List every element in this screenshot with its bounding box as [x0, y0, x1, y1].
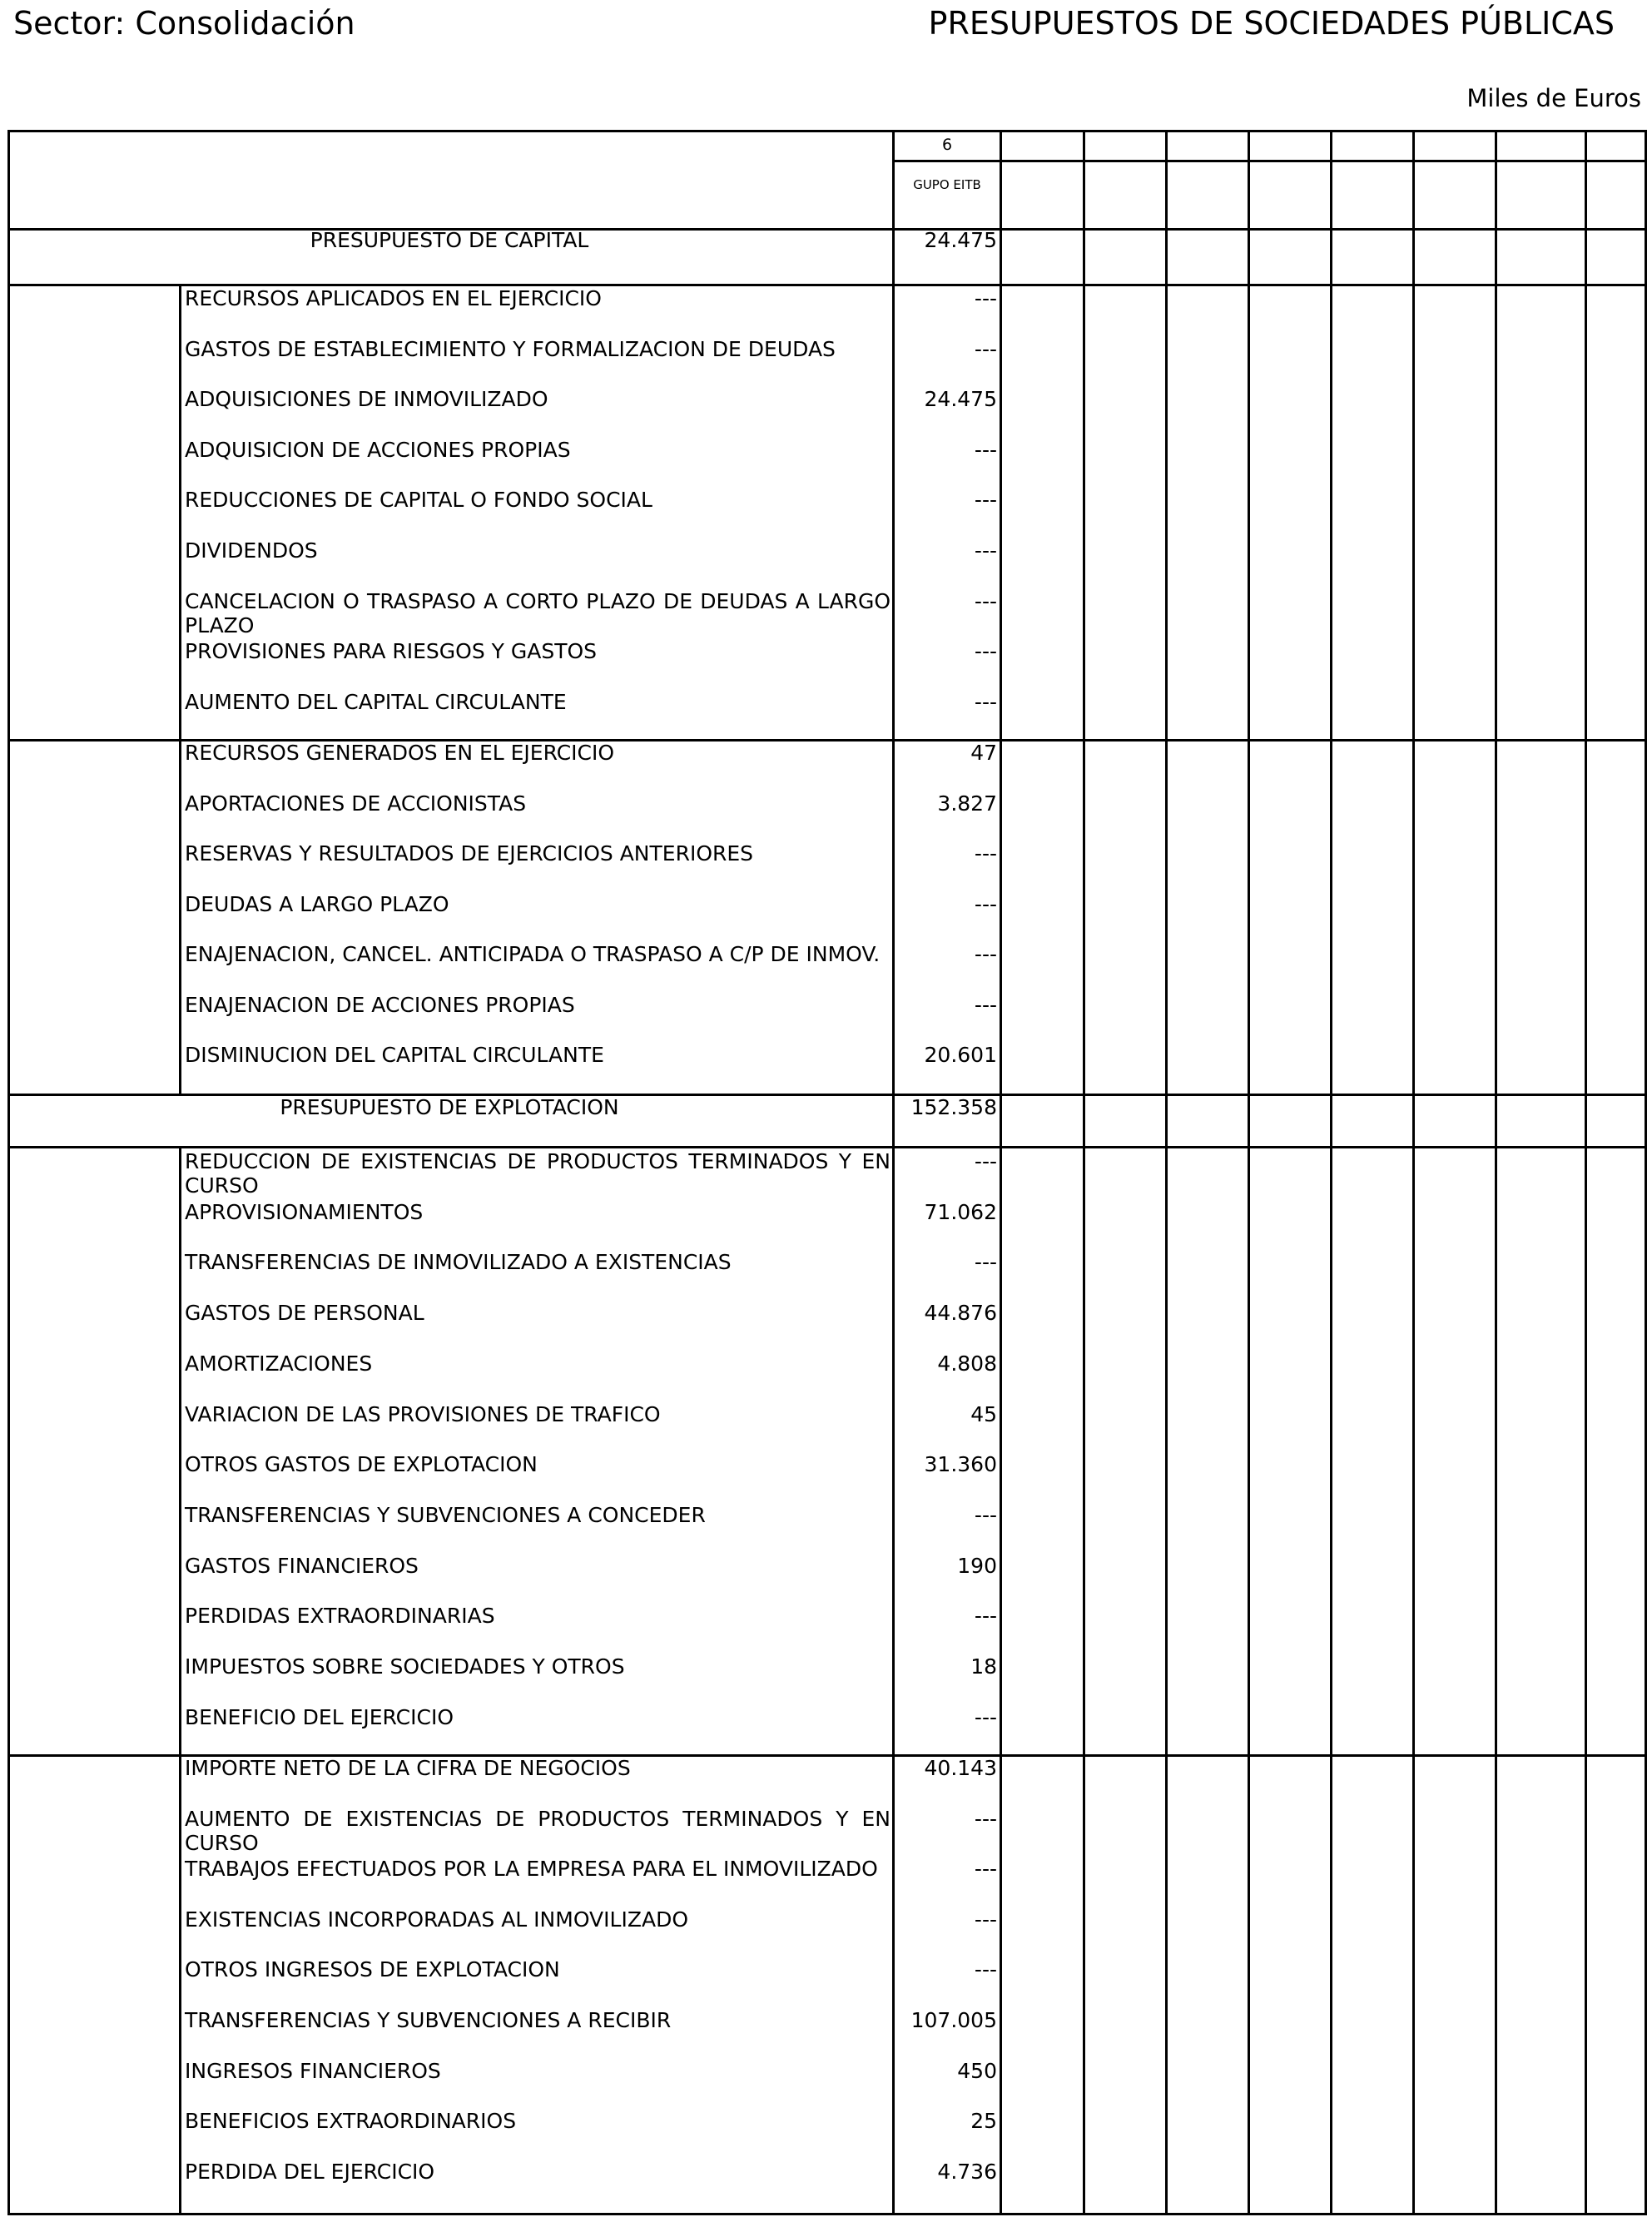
explotacion-title: PRESUPUESTO DE EXPLOTACION: [280, 1095, 619, 1119]
column-divider: [1495, 130, 1497, 2215]
row-value: 20.601: [924, 1043, 997, 1067]
row-value: 71.062: [924, 1200, 997, 1224]
row-label: BENEFICIO DEL EJERCICIO: [185, 1705, 454, 1729]
column-name: GUPO EITB: [913, 177, 981, 192]
row-label: GASTOS DE ESTABLECIMIENTO Y FORMALIZACION DE DEUDAS: [185, 337, 836, 361]
row-label: RESERVAS Y RESULTADOS DE EJERCICIOS ANTERIORES: [185, 841, 754, 865]
row-value: ---: [974, 1807, 997, 1831]
row-value: 18: [970, 1654, 997, 1679]
row-label: REDUCCION DE EXISTENCIAS DE PRODUCTOS TERMINADOS Y EN CURSO: [185, 1149, 890, 1198]
row-label: AMORTIZACIONES: [185, 1352, 373, 1376]
row-value: ---: [974, 1604, 997, 1628]
row-label: APORTACIONES DE ACCIONISTAS: [185, 791, 527, 816]
row-label: PERDIDA DEL EJERCICIO: [185, 2160, 435, 2184]
row-label: ADQUISICION DE ACCIONES PROPIAS: [185, 438, 571, 462]
units-label: Miles de Euros: [1466, 84, 1641, 112]
row-label: TRANSFERENCIAS Y SUBVENCIONES A RECIBIR: [185, 2008, 672, 2032]
row-label: AUMENTO DE EXISTENCIAS DE PRODUCTOS TERMINADOS Y EN CURSO: [185, 1807, 890, 1855]
row-value: ---: [974, 690, 997, 714]
row-label: DEUDAS A LARGO PLAZO: [185, 892, 449, 916]
row-value: ---: [974, 488, 997, 512]
row-value: ---: [974, 337, 997, 361]
row-label: IMPUESTOS SOBRE SOCIEDADES Y OTROS: [185, 1654, 625, 1679]
row-label: DISMINUCION DEL CAPITAL CIRCULANTE: [185, 1043, 604, 1067]
row-value: ---: [974, 993, 997, 1017]
table-bottom-border: [7, 2213, 1647, 2215]
row-value: 4.808: [937, 1352, 997, 1376]
row-label: CANCELACION O TRASPASO A CORTO PLAZO DE DEUDAS A LARGO PLAZO: [185, 589, 890, 637]
column-number: 6: [941, 136, 953, 154]
row-label: VARIACION DE LAS PROVISIONES DE TRAFICO: [185, 1402, 661, 1426]
column-divider: [892, 130, 895, 2215]
row-label: TRANSFERENCIAS DE INMOVILIZADO A EXISTENCIAS: [185, 1250, 732, 1274]
row-value: ---: [974, 639, 997, 663]
row-label: DIVIDENDOS: [185, 538, 318, 563]
table-right-border: [1645, 130, 1647, 2215]
row-label: INGRESOS FINANCIEROS: [185, 2059, 441, 2083]
row-label: PERDIDAS EXTRAORDINARIAS: [185, 1604, 495, 1628]
row-value: ---: [974, 841, 997, 865]
row-label: EXISTENCIAS INCORPORADAS AL INMOVILIZADO: [185, 1907, 688, 1932]
row-value: ---: [974, 589, 997, 613]
header-subline: [892, 160, 1647, 162]
row-value: 107.005: [910, 2008, 997, 2032]
row-value: ---: [974, 1250, 997, 1274]
column-divider: [1000, 130, 1002, 2215]
row-label: TRANSFERENCIAS Y SUBVENCIONES A CONCEDER: [185, 1503, 706, 1527]
row-label: RECURSOS APLICADOS EN EL EJERCICIO: [185, 286, 602, 310]
indent-divider: [179, 284, 181, 1095]
capital-title: PRESUPUESTO DE CAPITAL: [310, 228, 589, 252]
row-label: GASTOS DE PERSONAL: [185, 1301, 424, 1325]
explotacion-total: 152.358: [910, 1095, 997, 1119]
row-label: IMPORTE NETO DE LA CIFRA DE NEGOCIOS: [185, 1756, 631, 1780]
indent-divider: [179, 1146, 181, 2215]
row-value: ---: [974, 286, 997, 310]
row-label: ENAJENACION, CANCEL. ANTICIPADA O TRASPASO A C/P DE INMOV.: [185, 942, 881, 966]
row-value: 31.360: [924, 1452, 997, 1476]
row-value: 450: [957, 2059, 997, 2083]
column-divider: [1330, 130, 1332, 2215]
column-divider: [1083, 130, 1085, 2215]
column-divider: [1585, 130, 1587, 2215]
row-value: ---: [974, 538, 997, 563]
row-value: ---: [974, 1149, 997, 1173]
row-value: ---: [974, 438, 997, 462]
row-value: ---: [974, 1857, 997, 1881]
table-top-border: [7, 130, 1647, 132]
row-value: ---: [974, 1907, 997, 1932]
row-value: 3.827: [937, 791, 997, 816]
row-label: TRABAJOS EFECTUADOS POR LA EMPRESA PARA EL INMOVILIZADO: [185, 1857, 878, 1881]
row-value: ---: [974, 1957, 997, 1981]
row-label: ADQUISICIONES DE INMOVILIZADO: [185, 387, 548, 411]
row-value: 190: [957, 1554, 997, 1578]
row-label: OTROS GASTOS DE EXPLOTACION: [185, 1452, 538, 1476]
row-label: PROVISIONES PARA RIESGOS Y GASTOS: [185, 639, 598, 663]
section-line: [7, 1146, 1647, 1148]
row-label: APROVISIONAMIENTOS: [185, 1200, 424, 1224]
row-label: AUMENTO DEL CAPITAL CIRCULANTE: [185, 690, 567, 714]
sector-label: Sector: Consolidación: [13, 5, 355, 42]
row-value: 45: [970, 1402, 997, 1426]
row-label: OTROS INGRESOS DE EXPLOTACION: [185, 1957, 560, 1981]
row-label: BENEFICIOS EXTRAORDINARIOS: [185, 2109, 517, 2133]
column-divider: [1248, 130, 1250, 2215]
row-value: ---: [974, 1503, 997, 1527]
page-title: PRESUPUESTOS DE SOCIEDADES PÚBLICAS: [928, 5, 1615, 42]
table-left-border: [7, 130, 10, 2215]
row-value: 47: [970, 741, 997, 765]
row-label: RECURSOS GENERADOS EN EL EJERCICIO: [185, 741, 615, 765]
row-value: ---: [974, 1705, 997, 1729]
row-label: ENAJENACION DE ACCIONES PROPIAS: [185, 993, 575, 1017]
row-value: 40.143: [924, 1756, 997, 1780]
row-label: GASTOS FINANCIEROS: [185, 1554, 419, 1578]
capital-total: 24.475: [924, 228, 997, 252]
row-value: 24.475: [924, 387, 997, 411]
row-label: REDUCCIONES DE CAPITAL O FONDO SOCIAL: [185, 488, 652, 512]
row-value: 44.876: [924, 1301, 997, 1325]
row-value: 25: [970, 2109, 997, 2133]
row-value: ---: [974, 892, 997, 916]
column-divider: [1165, 130, 1168, 2215]
row-value: 4.736: [937, 2160, 997, 2184]
column-divider: [1412, 130, 1415, 2215]
row-value: ---: [974, 942, 997, 966]
